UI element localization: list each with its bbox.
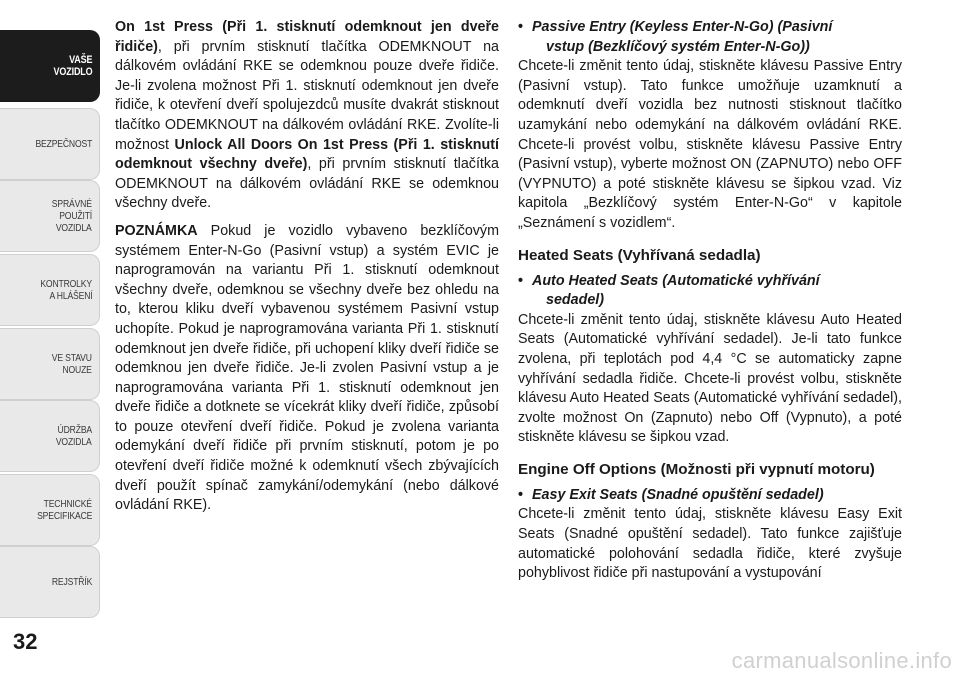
- section-heading-heated-seats: Heated Seats (Vyhřívaná sedadla): [518, 246, 761, 264]
- paragraph-auto-heated-seats: Chcete-li změnit tento údaj, stiskněte klávesu Auto Heated Seats (Automatické vyhřívání sedadel). Je-li tato funkce zvolena, při teplotách pod 4,4 °C se automaticky zapne vyhřívání sedadla řidiče. Chcete-li provést volbu, stiskněte klávesu Auto Heated Seats (Automatické vyhřívání sedadel), zvolte možnost On (Zapnuto) nebo Off (Vypnuto), a poté stiskněte klávesu se šipkou vzad.: [518, 311, 902, 446]
- bullet-heading-line: • Easy Exit Seats (Snadné opuštění sedadel): [532, 486, 824, 503]
- tab-spravne-pouziti-vozidla[interactable]: [0, 180, 100, 252]
- tab-label-line: VOZIDLA: [56, 436, 92, 448]
- section-heading-engine-off: Engine Off Options (Možnosti při vypnutí motoru): [518, 460, 875, 478]
- paragraph-text: , při prvním stisknutí tlačítka ODEMKNOUT na dálkovém ovládání RKE se odemknou pouze dveře řidiče. Je-li zvolena možnost Při 1. stisknutí odemknout jen dveře řidiče, k otevření dveří spolujezdců musíte dvakrát stisknout tlačítko ODEMKNOUT na dálkovém ovládání RKE. Zvolíte-li možnost: [115, 38, 499, 153]
- right-column: [518, 18, 902, 584]
- bullet-auto-heated-seats: [518, 272, 902, 311]
- tab-label-line: SPRÁVNÉ: [51, 198, 92, 210]
- option-all-doors-first: Unlock All Doors On 1st Press (Při 1. stisknutí odemknout všechny dveře): [115, 136, 500, 173]
- tab-label-line: ÚDRŽBA: [57, 424, 92, 436]
- bullet-heading: [532, 272, 902, 311]
- watermark: carmanualsonline.info: [731, 648, 952, 673]
- tab-label-line: VOZIDLA: [56, 222, 92, 234]
- tab-label-line: KONTROLKY: [40, 278, 92, 290]
- bullet-heading-line: • Auto Heated Seats (Automatické vyhřívání: [532, 272, 820, 289]
- tab-label-line: VE STAVU: [51, 352, 92, 364]
- tab-rejstrik[interactable]: [0, 546, 100, 618]
- chapter-sidebar: [0, 0, 102, 678]
- tab-bezpecnost[interactable]: [0, 108, 100, 180]
- tab-vase-vozidlo[interactable]: [0, 30, 100, 102]
- tab-label-line: SPECIFIKACE: [36, 510, 92, 522]
- paragraph-easy-exit-seats: Chcete-li změnit tento údaj, stiskněte klávesu Easy Exit Seats (Snadné opuštění sedadel). Tato funkce zajišťuje automatické polohování sedadla řidiče, které zvyšuje pohyblivost řidiče při nastupování a vystupování: [518, 506, 902, 582]
- bullet-heading-line: vstup (Bezklíčový systém Enter-N-Go)): [546, 38, 810, 55]
- tab-udrzba-vozidla[interactable]: [0, 400, 100, 472]
- tab-label-line: BEZPEČNOST: [35, 138, 92, 150]
- note-label: POZNÁMKA: [115, 222, 198, 239]
- tab-label-line: POUŽITÍ: [59, 210, 92, 222]
- bullet-heading-line: • Passive Entry (Keyless Enter-N-Go) (Pasivní: [532, 19, 833, 35]
- tab-label-line: TECHNICKÉ: [43, 498, 92, 510]
- note-text: Pokud je vozidlo vybaveno bezklíčovým systémem Enter-N-Go (Pasivní vstup) a systém EVIC je naprogramován na variantu Při 1. stisknutí odemknout všechny dveře, odemknou se všechny dveře bez ohledu na to, kterou kliku dveří vybavenou systémem Pasivní vstup uchopíte. Pokud je naprogramována varianta Při 1. stisknutí odemknout jen dveře řidiče, při uchopení kliky dveří řidiče se odemknou jen dveře řidiče. Je-li zvolen Pasivní vstup a je naprogramována varianta Při 1. stisknutí odemknout jen dveře řidiče a dotknete se vícekrát kliky dveří řidiče, způsobí to pouze otevření dveří řidiče. Pokud je zvolena varianta odemykání dveří řidiče při prvním stisknutí, potom je po otevření dveří řidiče možné k odemknutí všech zbývajících dveří použít spínač zamykání/odemykání (nebo dálkové ovládání RKE).: [115, 222, 499, 514]
- left-column: [115, 18, 499, 516]
- paragraph-text: , při prvním stisknutí tlačítka ODEMKNOUT na dálkovém ovládání RKE se odemknou všechny dveře.: [115, 156, 499, 212]
- tab-kontrolky-a-hlaseni[interactable]: [0, 254, 100, 326]
- tab-label-line: VOZIDLO: [53, 66, 92, 78]
- note-paragraph: [115, 222, 499, 516]
- tab-label-line: NOUZE: [62, 364, 92, 376]
- paragraph-unlock-option: [115, 18, 499, 214]
- bullet-easy-exit-seats: [518, 486, 902, 506]
- bullet-heading: [532, 18, 902, 57]
- page-number: 32: [13, 629, 38, 654]
- option-driver-door-first: On 1st Press (Při 1. stisknutí odemknout jen dveře řidiče): [115, 19, 499, 55]
- tab-label-line: REJSTŘÍK: [51, 576, 92, 588]
- bullet-heading-line: sedadel): [546, 292, 605, 309]
- tab-label-line: A HLÁŠENÍ: [48, 290, 92, 302]
- tab-technicke-specifikace[interactable]: [0, 474, 100, 546]
- tab-ve-stavu-nouze[interactable]: [0, 328, 100, 400]
- paragraph-passive-entry: Chcete-li změnit tento údaj, stiskněte klávesu Passive Entry (Pasivní vstup). Tato funkce umožňuje uzamknutí a odemknutí dveří vozidla bez nutnosti stisknout tlačítko uzamykání nebo odemykání na dálkovém ovládání RKE. Chcete-li provést volbu, stiskněte klávesu Passive Entry (Pasivní vstup), vyberte možnost ON (ZAPNUTO) nebo OFF (VYPNUTO) a poté stiskněte klávesu se šipkou vzad. Viz kapitola „Bezklíčový systém Enter-N-Go“ v kapitole „Seznámení s vozidlem“.: [518, 58, 902, 231]
- bullet-heading: [532, 486, 902, 506]
- tab-label-line: VAŠE: [68, 54, 92, 66]
- bullet-passive-entry: [518, 18, 902, 57]
